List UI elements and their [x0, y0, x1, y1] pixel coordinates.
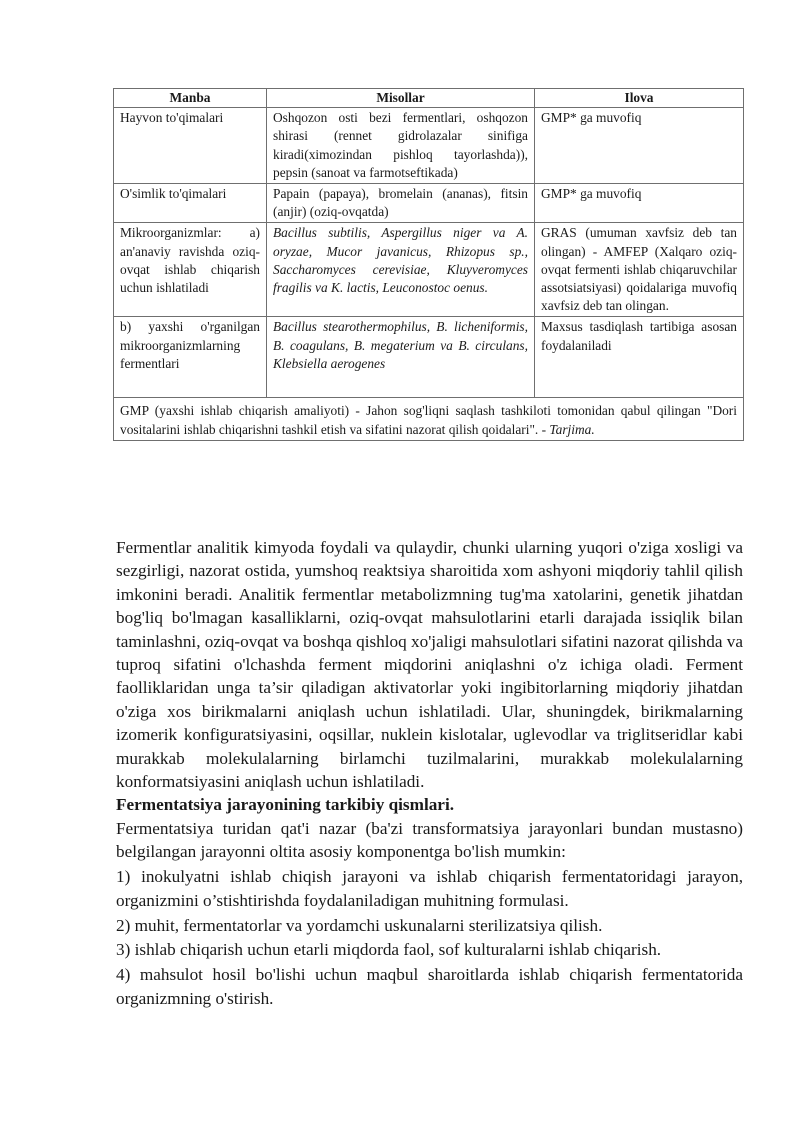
header-source: Manba — [114, 89, 267, 108]
cell-source: b) yaxshi o'rganilgan mikroorganizmlarning fermentlari — [114, 317, 267, 398]
header-application: Ilova — [535, 89, 744, 108]
cell-source: Hayvon to'qimalari — [114, 108, 267, 184]
cell-examples: Papain (papaya), bromelain (ananas), fitsin (anjir) (oziq-ovqatda) — [267, 184, 535, 223]
cell-examples: Oshqozon osti bezi fermentlari, oshqozon shirasi (rennet gidrolazalar sinifiga kiradi(ximozindan pishloq tayorlashda)), pepsin (sanoat va farmotseftikada) — [267, 108, 535, 184]
table-header-row — [114, 89, 744, 108]
cell-source: Mikroorganizmlar: a) an'anaviy ravishda oziq-ovqat ishlab chiqarish uchun ishlatiladi — [114, 223, 267, 317]
cell-examples: Bacillus stearothermophilus, B. licheniformis, B. coagulans, B. megaterium va B. circulans, Klebsiella aerogenes — [267, 317, 535, 398]
list-item: 3) ishlab chiqarish uchun etarli miqdorda faol, sof kulturalarni ishlab chiqarish. — [116, 940, 662, 960]
cell-application: GMP* ga muvofiq — [535, 108, 744, 184]
table-row — [114, 223, 744, 317]
paragraph-analytic-enzymes: Fermentlar analitik kimyoda foydali va qulaydir, chunki ularning yuqori o'ziga xosligi va sezgirligi, nazorat ostida, yumshoq reaktsiya sharoitida xom ashyoni miqdoriy tahlil qilish imkonini beradi. Analitik fermentlar metabolizmning tug'ma xatolarini, genetik jihatdan bog'liq bo'lmagan kasalliklarni, oziq-ovqat mahsulotlarini etarli darajada issiqlik bilan taminlashni, oziq-ovqat va boshqa qishloq xo'jaligi mahsulotlari sifatini nazorat qilishda va tuproq sifatini o'lchashda ferment miqdorini aniqlashni o'z ichiga oladi. Ferment faolliklaridan unga ta’sir qiladigan aktivatorlar yoki ingibitorlarning miqdoriy jihatdan o'ziga xos birikmalarni aniqlash uchun ishlatiladi. Ular, shuningdek, birikmalarning izomerik konfiguratsiyasini, oqsillar, nuklein kislotalar, uglevodlar va triglitseridlar kabi murakkab molekulalarning birlamchi tuzilmalarini, murakkab molekulalarning konformatsiyasini aniqlash uchun ishlatiladi. — [116, 538, 743, 792]
enzyme-sources-table — [113, 88, 744, 441]
paragraph-fermentation-components: Fermentatsiya turidan qat'i nazar (ba'zi transformatsiya jarayonlari bundan mustasno) belgilangan jarayonni oltita asosiy komponentga bo'lish mumkin: — [116, 818, 743, 862]
table-row — [114, 317, 744, 398]
table-note — [114, 398, 744, 440]
cell-examples: Bacillus subtilis, Aspergillus niger va A. oryzae, Mucor javanicus, Rhizopus sp., Saccharomyces cerevisiae, Kluyveromyces fragilis va K. lactis, Leuconostoc oenus. — [267, 223, 535, 317]
header-examples: Misollar — [267, 89, 535, 108]
cell-application: GRAS (umuman xavfsiz deb tan olingan) - AMFEP (Xalqaro oziq-ovqat fermenti ishlab chiqaruvchilar assotsiatsiyasi) qoidalariga muvofiq xavfsiz deb tan olingan. — [535, 223, 744, 317]
cell-application: Maxsus tasdiqlash tartibiga asosan foydalaniladi — [535, 317, 744, 398]
cell-application: GMP* ga muvofiq — [535, 184, 744, 223]
note-text: GMP (yaxshi ishlab chiqarish amaliyoti) - Jahon sog'liqni saqlash tashkiloti tomonidan qabul qilingan "Dori vositalarini ishlab chiqarishni tashkil etish va sifatini nazorat qilish qoidalari". - — [120, 403, 737, 437]
section-heading: Fermentatsiya jarayonining tarkibiy qismlari. — [116, 795, 455, 815]
table-row — [114, 108, 744, 184]
table-note-row — [114, 398, 744, 440]
list-item: 1) inokulyatni ishlab chiqish jarayoni va ishlab chiqarish fermentatoridagi jarayon, organizmini o’stishtirishda foydalaniladigan muhitning formulasi. — [116, 867, 743, 910]
list-item: 4) mahsulot hosil bo'lishi uchun maqbul sharoitlarda ishlab chiqarish fermentatorida organizmning o'stirish. — [116, 965, 743, 1008]
body-text — [116, 536, 743, 1010]
table-row — [114, 184, 744, 223]
note-translation: Tarjima. — [549, 421, 595, 437]
cell-source: O'simlik to'qimalari — [114, 184, 267, 223]
list-item: 2) muhit, fermentatorlar va yordamchi uskunalarni sterilizatsiya qilish. — [116, 915, 603, 935]
